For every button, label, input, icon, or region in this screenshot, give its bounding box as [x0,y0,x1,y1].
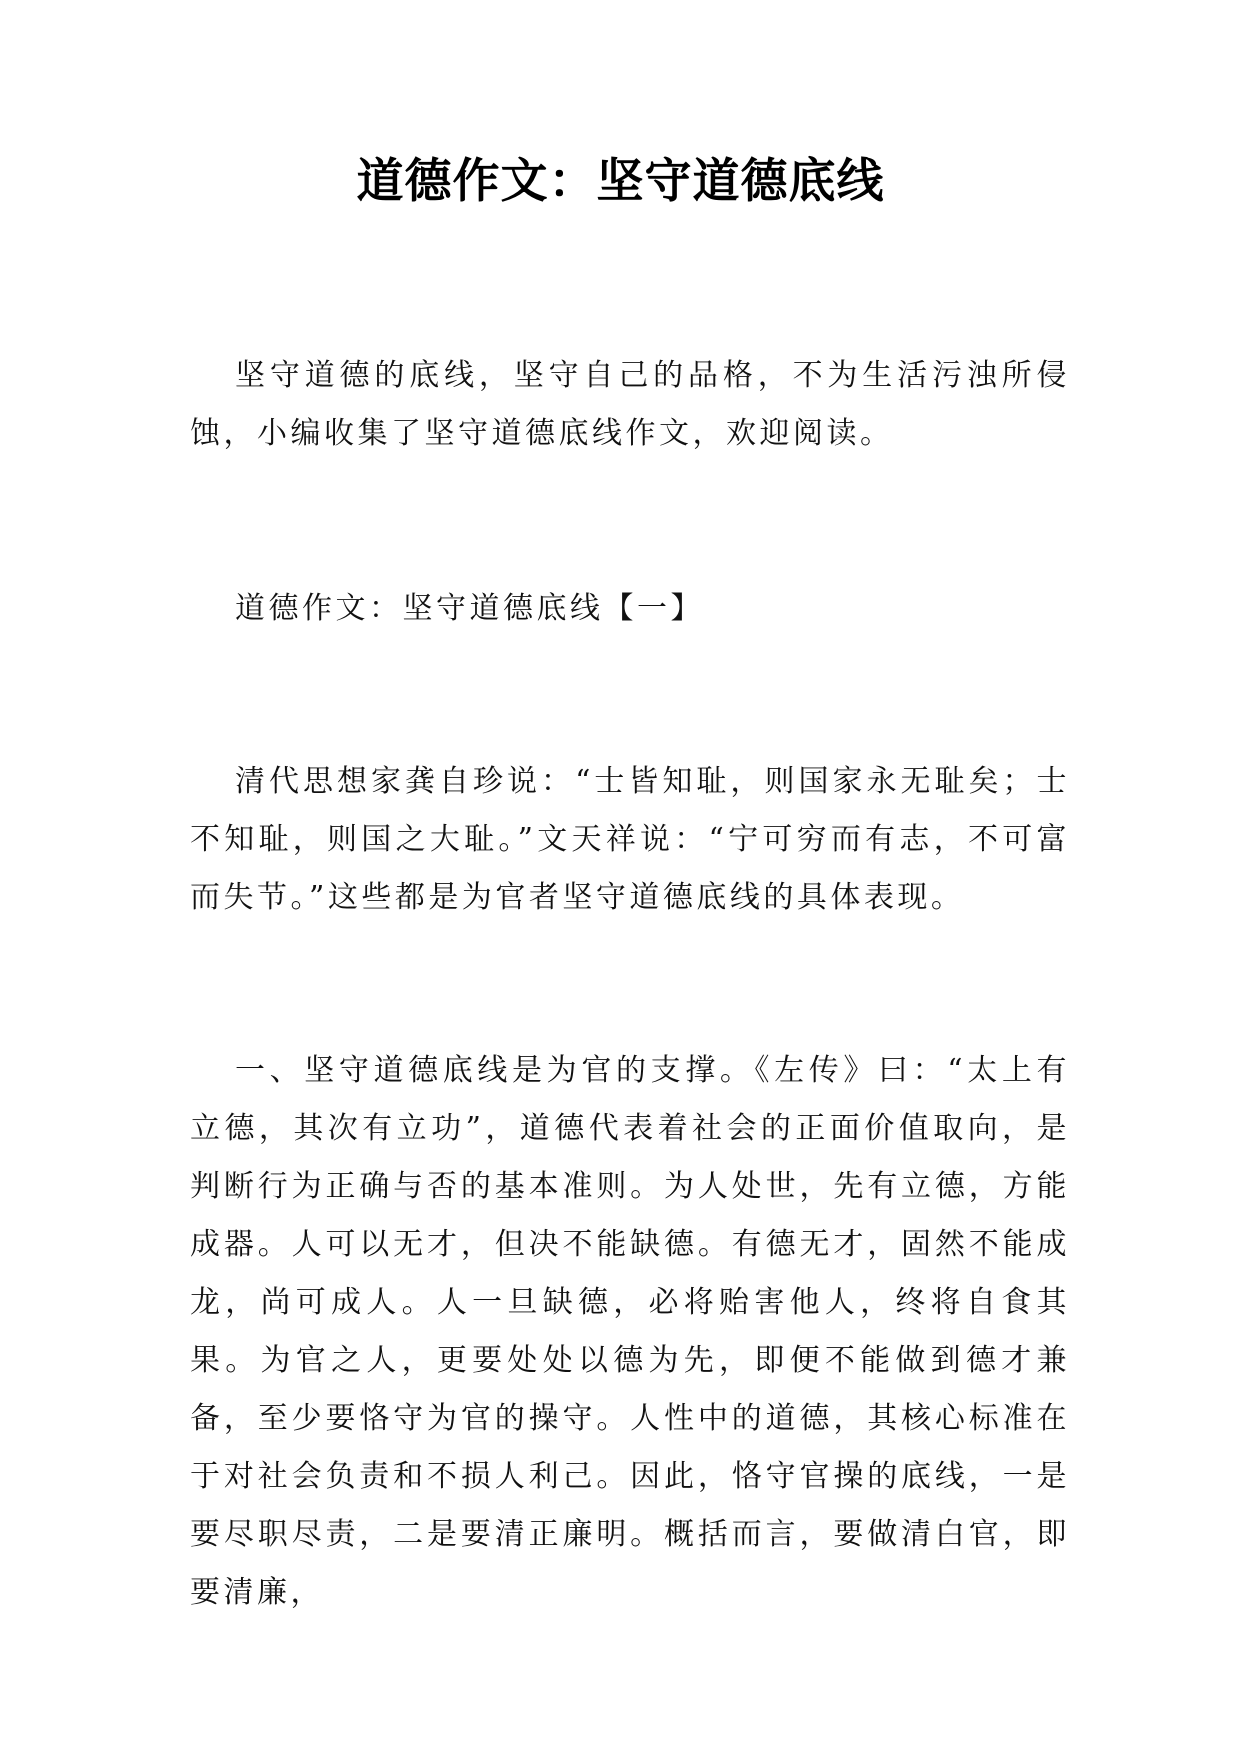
document-title: 道德作文：坚守道德底线 [356,154,885,209]
quote-paragraph: 清代思想家龚自珍说：“士皆知耻，则国家永无耻矣；士不知耻，则国之大耻。”文天祥说：“宁可穷而有志，不可富而失节。”这些都是为官者坚守道德底线的具体表现。 [190,764,1070,915]
point-one-paragraph: 一、坚守道德底线是为官的支撑。《左传》曰：“太上有立德，其次有立功”，道德代表着社会的正面价值取向，是判断行为正确与否的基本准则。为人处世，先有立德，方能成器。人可以无才，但决不能缺德。有德无才，固然不能成龙，尚可成人。人一旦缺德，必将贻害他人，终将自食其果。为官之人，更要处处以德为先，即便不能做到德才兼备，至少要恪守为官的操守。人性中的道德，其核心标准在于对社会负责和不损人利己。因此，恪守官操的底线，一是要尽职尽责，二是要清正廉明。概括而言，要做清白官，即要清廉， [190,1053,1070,1610]
intro-paragraph: 坚守道德的底线，坚守自己的品格，不为生活污浊所侵蚀，小编收集了坚守道德底线作文，欢迎阅读。 [190,358,1070,451]
section-heading: 道德作文：坚守道德底线【一】 [235,591,704,626]
